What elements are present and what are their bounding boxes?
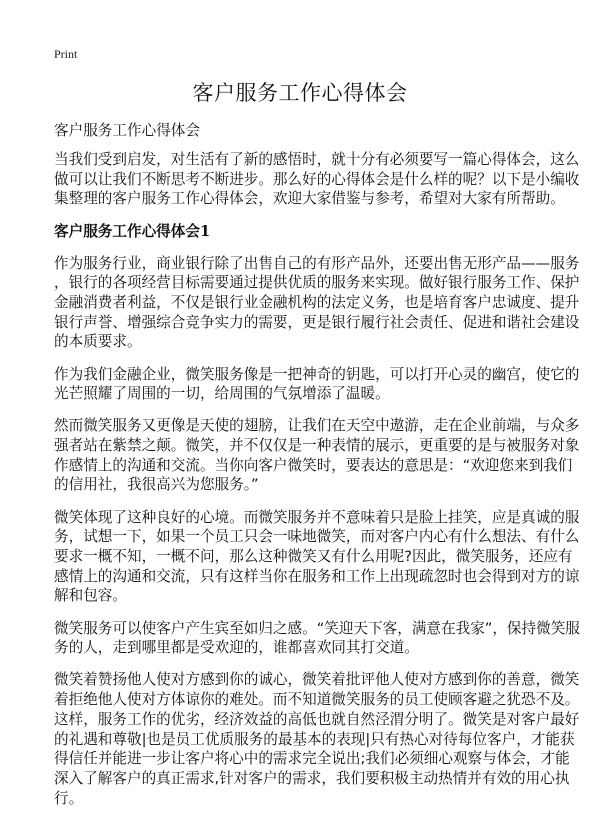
text-line: 集整理的客户服务工作心得体会，欢迎大家借鉴与参考，希望对大家有所帮助。: [54, 190, 565, 208]
document-subtitle: 客户服务工作心得体会: [54, 122, 200, 139]
text-line: 微笑服务可以使客户产生宾至如归之感。“笑迎天下客，满意在我家”，保持微笑服: [54, 619, 580, 637]
text-line: ，银行的各项经营目标需要通过提供优质的服务来实现。做好银行服务工作、保护: [54, 274, 580, 292]
text-line: 深入了解客户的真正需求,针对客户的需求，我们要积极主动热情并有效的用心执: [54, 769, 570, 787]
text-line: 作感情上的沟通和交流。当你向客户微笑时，要表达的意思是：“欢迎您来到我们: [54, 456, 573, 474]
text-line: 的礼遇和尊敬|也是员工优质服务的最基本的表现|只有热心对待每位客户，才能获: [54, 730, 575, 748]
text-line: 作为我们金融企业，微笑服务像是一把神奇的钥匙，可以打开心灵的幽宫，使它的: [54, 365, 580, 383]
text-line: 感情上的沟通和交流，只有这样当你在服务和工作上出现疏忽时也会得到对方的谅: [54, 567, 580, 585]
text-line: 微笑体现了这种良好的心境。而微笑服务并不意味着只是脸上挂笑，应是真诚的服: [54, 508, 580, 526]
text-line: 微笑着赞扬他人使对方感到你的诚心，微笑着批评他人使对方感到你的善意，微笑: [54, 671, 580, 689]
intro-paragraph: [54, 150, 580, 209]
section-heading: 客户服务工作心得体会1: [54, 222, 211, 240]
paragraph: [54, 416, 580, 495]
text-line: 着拒绝他人使对方体谅你的难处。而不知道微笑服务的员工使顾客避之犹恐不及。: [54, 691, 580, 709]
text-line: 强者站在紫禁之颠。微笑，并不仅仅是一种表情的展示，更重要的是与被服务对象: [54, 437, 580, 455]
text-line: 当我们受到启发，对生活有了新的感悟时，就十分有必须要写一篇心得体会，这么: [54, 151, 580, 168]
text-line: 作为服务行业，商业银行除了出售自己的有形产品外，还要出售无形产品——服务: [54, 254, 580, 272]
paragraph: [54, 254, 580, 352]
paragraph: [54, 365, 580, 404]
text-line: 务，试想一下，如果一个员工只会一味地微笑，而对客户内心有什么想法、有什么: [54, 528, 580, 546]
text-line: 行。: [54, 789, 84, 807]
text-line: 然而微笑服务又更像是天使的翅膀，让我们在天空中遨游，走在企业前端，与众多: [54, 417, 580, 435]
text-line: 要求一概不知，一概不问，那么这种微笑又有什么用呢?因此，微笑服务，还应有: [54, 548, 573, 565]
paragraph: [54, 619, 580, 658]
paragraph: [54, 508, 580, 606]
text-line: 务的人，走到哪里都是受欢迎的，谁都喜欢同其打交道。: [54, 639, 419, 657]
text-line: 得信任并能进一步让客户将心中的需求完全说出;我们必须细心观察与体会，才能: [54, 750, 570, 768]
text-line: 的信用社，我很高兴为您服务。”: [54, 476, 259, 494]
text-line: 解和包容。: [54, 587, 127, 605]
document-body: [54, 150, 580, 821]
text-line: 金融消费者利益，不仅是银行业金融机构的法定义务，也是培育客户忠诚度、提升: [54, 293, 580, 311]
text-line: 光芒照耀了周围的一切，给周围的气氛增添了温暖。: [54, 385, 390, 403]
document-title: 客户服务工作心得体会: [192, 81, 408, 105]
text-line: 的本质要求。: [54, 333, 142, 351]
print-label: Print: [54, 47, 78, 61]
text-line: 这样，服务工作的优劣，经济效益的高低也就自然泾渭分明了。微笑是对客户最好: [54, 710, 580, 728]
text-line: 做可以让我们不断思考不断进步。那么好的心得体会是什么样的呢？以下是小编收: [54, 170, 580, 188]
text-line: 银行声誉、增强综合竞争实力的需要，更是银行履行社会责任、促进和谐社会建设: [54, 313, 580, 331]
paragraph: [54, 670, 580, 808]
